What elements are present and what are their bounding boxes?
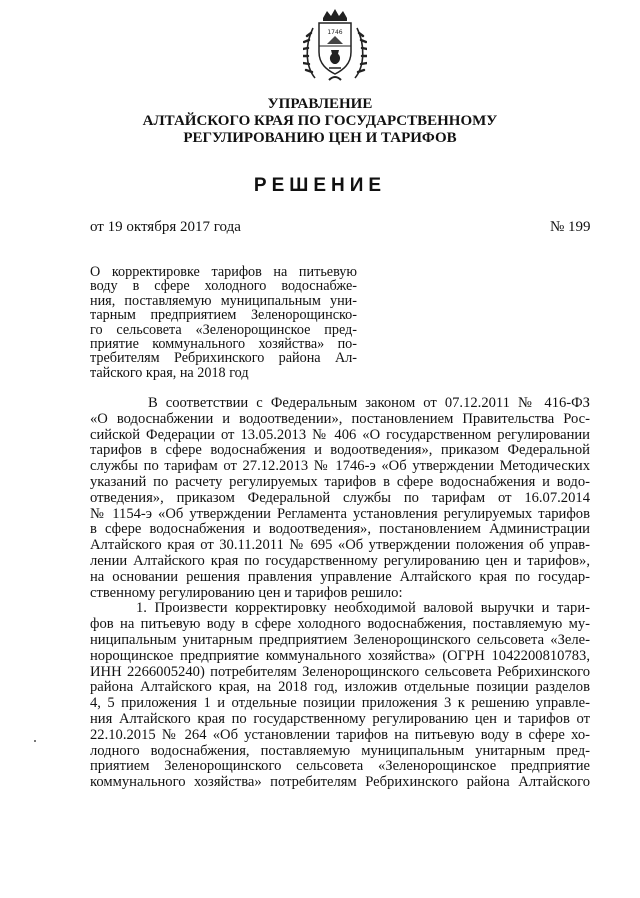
body-line: ния Алтайского края по государственному регулированию цен и тарифов от <box>90 710 590 727</box>
subject-line: требителям Ребрихинского района Ал- <box>90 350 357 367</box>
document-body <box>90 396 590 791</box>
org-name-line-1: УПРАВЛЕНИЕ <box>267 96 373 112</box>
document-date: от 19 октября 2017 года <box>90 219 241 235</box>
subject-line: го сельсовета «Зеленорощинское пред- <box>90 321 357 338</box>
body-line: 4, 5 приложения 1 и отдельные позиции приложения 3 к решению управле- <box>90 695 590 712</box>
body-line: службы по тарифам от 27.12.2013 № 1746-э «Об утверждении Методических <box>90 458 590 475</box>
subject-line: О корректировке тарифов на питьевую <box>90 264 357 280</box>
body-line: на основании решения правления управление Алтайского края по государ- <box>90 568 590 585</box>
body-line: фов на питьевую воду в сфере холодного водоснабжения, поставляемую му- <box>90 616 590 633</box>
body-line: отведения», приказом Федеральной службы по тарифам от 16.07.2014 <box>90 489 590 506</box>
body-line: тарифов в сфере водоснабжения и водоотведения», приказом Федеральной <box>90 442 590 459</box>
body-line: приятием Зеленорощинского сельсовета «Зеленорощинское предприятие <box>90 758 590 775</box>
svg-text:1746: 1746 <box>327 29 343 36</box>
subject-line: приятие коммунального хозяйства» по- <box>90 336 357 353</box>
org-name-line-3: РЕГУЛИРОВАНИЮ ЦЕН И ТАРИФОВ <box>183 130 457 146</box>
scan-speck <box>34 740 36 742</box>
body-line: № 1154-э «Об утверждении Регламента установления регулируемых тарифов <box>90 505 590 522</box>
subject-line: тайского края, на 2018 год <box>90 364 249 381</box>
document-number: № 199 <box>550 219 591 235</box>
body-line: В соответствии с Федеральным законом от 07.12.2011 № 416-ФЗ <box>148 395 590 411</box>
body-line: ИНН 2266005240) потребителям Зеленорощинского сельсовета Ребрихинского <box>90 663 590 680</box>
body-line: 22.10.2015 № 264 «Об установлении тарифов на питьевую воду в сфере хо- <box>90 726 590 743</box>
body-line: указаний по расчету регулируемых тарифов в сфере водоснабжения и водо- <box>90 473 590 490</box>
body-line: лодного водоснабжения, поставляемую муниципальным унитарным пред- <box>90 742 590 759</box>
body-line: 1. Произвести корректировку необходимой валовой выручки и тари- <box>136 600 590 617</box>
body-line: района Алтайского края, на 2018 год, изложив отдельные позиции разделов <box>90 679 590 696</box>
body-line: в сфере водоснабжения и водоотведения», постановлением Администрации <box>90 521 590 538</box>
org-name-line-2: АЛТАЙСКОГО КРАЯ ПО ГОСУДАРСТВЕННОМУ <box>142 113 498 129</box>
body-line: норощинское предприятие коммунального хозяйства» (ОГРН 1042200810783, <box>90 647 590 664</box>
body-line: «О водоснабжении и водоотведении», постановлением Правительства Рос- <box>90 410 590 427</box>
body-line: Алтайского края от 30.11.2011 № 695 «Об утверждении положения об управ- <box>90 537 590 554</box>
document-title: РЕШЕНИЕ <box>253 175 387 196</box>
document-subject <box>90 265 357 380</box>
body-line: коммунального хозяйства» потребителям Ребрихинского района Алтайского <box>90 774 590 791</box>
coat-of-arms-icon <box>303 8 367 86</box>
subject-line: воду в сфере холодного водоснабже- <box>90 278 357 295</box>
body-line: ниципальным унитарным предприятием Зеленорощинского сельсовета «Зеле- <box>90 631 590 648</box>
subject-line: ния, поставляемую муниципальным уни- <box>90 292 357 309</box>
body-line: ственному регулированию цен и тарифов решило: <box>90 584 403 601</box>
body-line: сийской Федерации от 13.05.2013 № 406 «О государственном регулировании <box>90 426 590 443</box>
body-line: лении Алтайского края по государственному регулированию цен и тарифов», <box>90 552 590 569</box>
subject-line: тарным предприятием Зеленорощинско- <box>90 307 357 324</box>
